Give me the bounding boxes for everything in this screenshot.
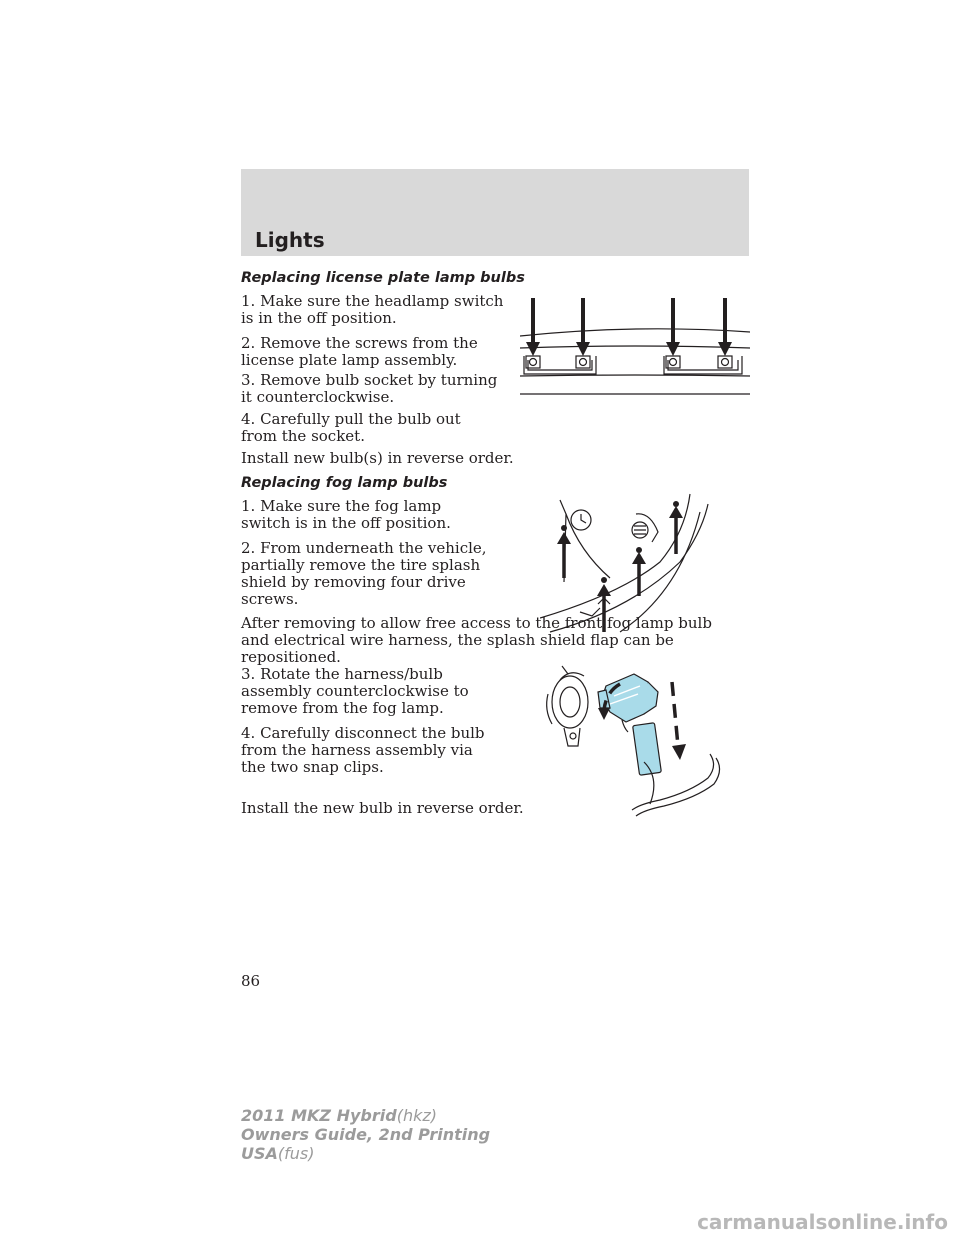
footer-model-code: (hkz): [396, 1106, 437, 1125]
fog-step-4: 4. Carefully disconnect the bulb from the harness assembly via the two snap clips.: [241, 724, 485, 776]
fog-after-note: After removing to allow free access to the front fog lamp bulb and electrical wire harness, the splash shield flap can be repositioned.: [241, 614, 712, 666]
footer-model: 2011 MKZ Hybrid: [241, 1106, 397, 1125]
license-step-2: 2. Remove the screws from the license plate lamp assembly.: [241, 334, 478, 369]
footer-line-1: [241, 1106, 490, 1125]
footer-market: USA: [241, 1144, 278, 1163]
fog-step-2: 2. From underneath the vehicle, partially remove the tire splash shield by removing four drive screws.: [241, 539, 487, 608]
license-section-title: Replacing license plate lamp bulbs: [241, 270, 525, 286]
footer-guide: Owners Guide, 2nd Printing: [241, 1125, 491, 1144]
license-step-4: 4. Carefully pull the bulb out from the socket.: [241, 410, 461, 445]
license-step-3: 3. Remove bulb socket by turning it counterclockwise.: [241, 371, 498, 406]
fog-step-3: 3. Rotate the harness/bulb assembly counterclockwise to remove from the fog lamp.: [241, 665, 469, 717]
section-header-title: Lights: [255, 228, 325, 252]
license-install-note: Install new bulb(s) in reverse order.: [241, 449, 514, 467]
fog-install-note: Install the new bulb in reverse order.: [241, 799, 524, 817]
license-plate-lamp-illustration: [520, 296, 750, 401]
page-number: 86: [241, 972, 261, 990]
fog-lamp-bulb-harness-illustration: [540, 662, 725, 817]
footer: [241, 1106, 490, 1163]
section-header-band: [241, 169, 749, 256]
watermark: carmanualsonline.info: [697, 1210, 948, 1234]
footer-line-3: [241, 1144, 490, 1163]
license-step-1: 1. Make sure the headlamp switch is in the off position.: [241, 292, 504, 327]
fog-step-1: 1. Make sure the fog lamp switch is in the off position.: [241, 497, 451, 532]
footer-market-code: (fus): [277, 1144, 315, 1163]
fog-section-title: Replacing fog lamp bulbs: [241, 475, 448, 491]
